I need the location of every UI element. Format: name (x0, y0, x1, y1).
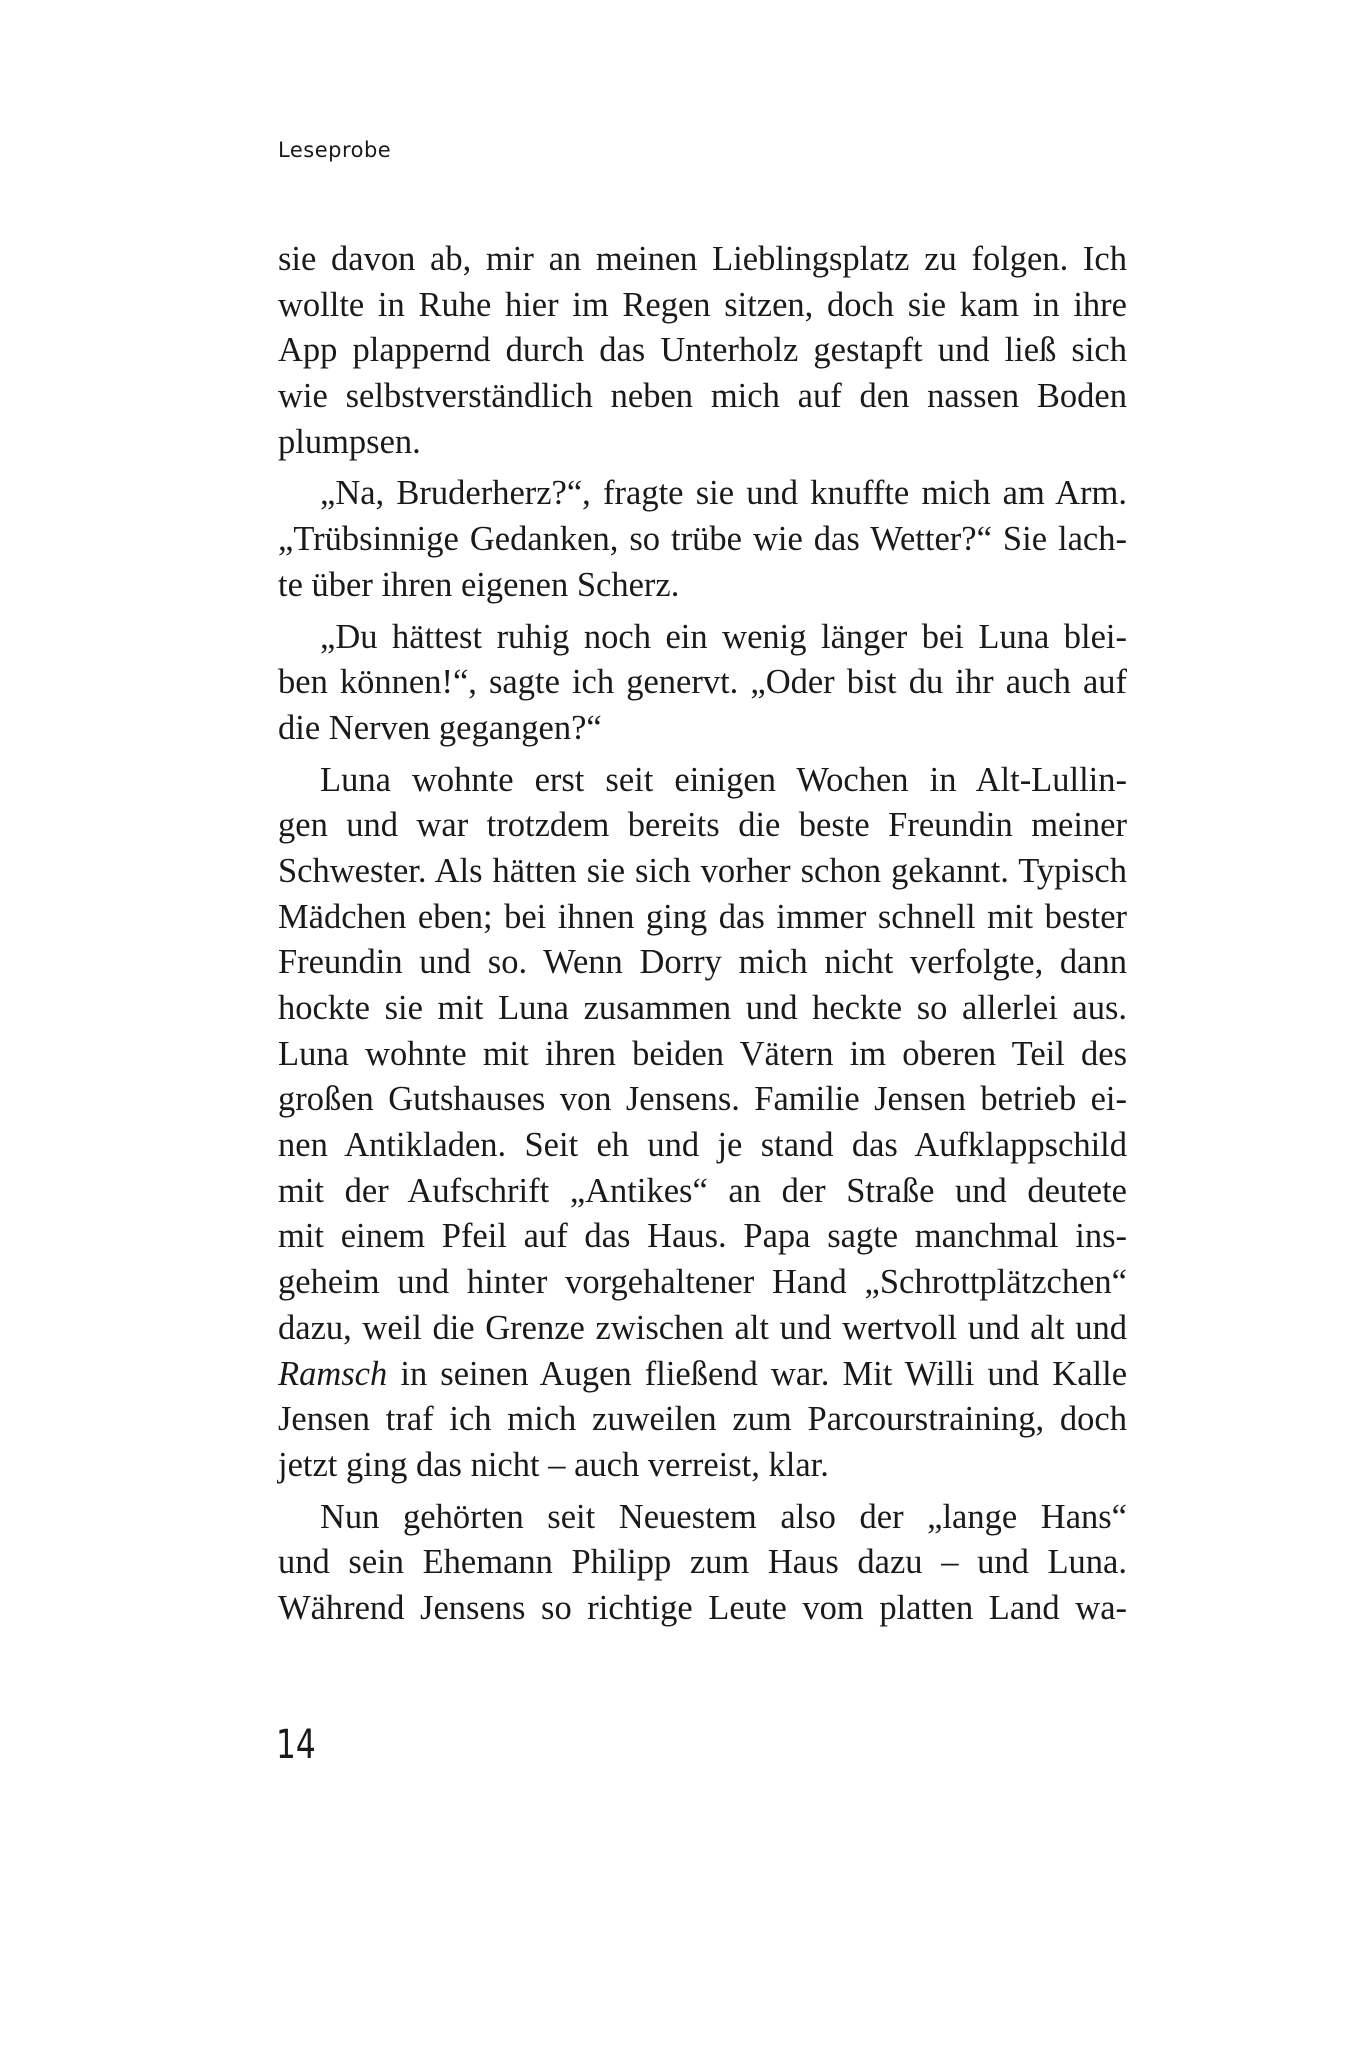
running-header: Leseprobe (278, 138, 392, 162)
text-line: Luna wohnte erst seit einigen Wochen in Alt-Lullin- (320, 760, 1127, 799)
text-line: dazu, weil die Grenze zwischen alt und wertvoll und alt und (278, 1308, 1127, 1347)
text-line: mit der Aufschrift „Antikes“ an der Straße und deutete (278, 1171, 1127, 1210)
text-line: Während Jensens so richtige Leute vom platten Land wa- (278, 1588, 1127, 1627)
text-line: Schwester. Als hätten sie sich vorher schon gekannt. Typisch (278, 851, 1127, 890)
text-line (278, 1352, 1127, 1398)
text-line: Freundin und so. Wenn Dorry mich nicht verfolgte, dann (278, 943, 1127, 982)
text-line: ben können!“, sagte ich genervt. „Oder bist du ihr auch auf (278, 663, 1127, 702)
text-line: wie selbstverständlich neben mich auf den nassen Boden (278, 377, 1127, 416)
text-line-rest: in seinen Augen fließend war. Mit Willi und Kalle (400, 1354, 1128, 1393)
text-line: App plappernd durch das Unterholz gestapft und ließ sich (278, 331, 1127, 370)
text-line: „Du hättest ruhig noch ein wenig länger bei Luna blei- (320, 617, 1127, 656)
text-line: jetzt ging das nicht – auch verreist, klar. (278, 1445, 829, 1484)
text-line: gen und war trotzdem bereits die beste Freundin meiner (278, 806, 1127, 845)
text-line: Mädchen eben; bei ihnen ging das immer schnell mit bester (278, 897, 1127, 936)
paragraph (278, 758, 1127, 1489)
text-line: hockte sie mit Luna zusammen und heckte so allerlei aus. (278, 989, 1127, 1027)
paragraph (278, 471, 1127, 608)
text-line: die Nerven gegangen?“ (278, 708, 602, 747)
page-number: 14 (276, 1722, 316, 1768)
text-line: Jensen traf ich mich zuweilen zum Parcourstraining, doch (278, 1400, 1127, 1439)
paragraph (278, 1495, 1127, 1632)
text-line: wollte in Ruhe hier im Regen sitzen, doch sie kam in ihre (278, 285, 1127, 324)
body-text (278, 237, 1127, 1632)
text-line: te über ihren eigenen Scherz. (278, 565, 680, 604)
text-line: nen Antikladen. Seit eh und je stand das Aufklappschild (278, 1126, 1127, 1165)
paragraph (278, 237, 1127, 465)
text-line: „Trübsinnige Gedanken, so trübe wie das Wetter?“ Sie lach- (278, 520, 1127, 559)
italic-word: Ramsch (278, 1354, 388, 1393)
text-line: mit einem Pfeil auf das Haus. Papa sagte manchmal ins- (278, 1217, 1127, 1256)
text-line: „Na, Bruderherz?“, fragte sie und knuffte mich am Arm. (320, 474, 1127, 513)
text-line: Nun gehörten seit Neuestem also der „lange Hans“ (320, 1497, 1127, 1536)
text-line: großen Gutshauses von Jensens. Familie Jensen betrieb ei- (278, 1080, 1127, 1119)
text-line: und sein Ehemann Philipp zum Haus dazu – und Luna. (278, 1543, 1127, 1582)
text-line: geheim und hinter vorgehaltener Hand „Schrottplätzchen“ (278, 1263, 1127, 1302)
paragraph (278, 615, 1127, 752)
text-line: plumpsen. (278, 422, 421, 461)
text-line: Luna wohnte mit ihren beiden Vätern im oberen Teil des (278, 1034, 1127, 1073)
text-line: sie davon ab, mir an meinen Lieblingsplatz zu folgen. Ich (278, 240, 1127, 278)
